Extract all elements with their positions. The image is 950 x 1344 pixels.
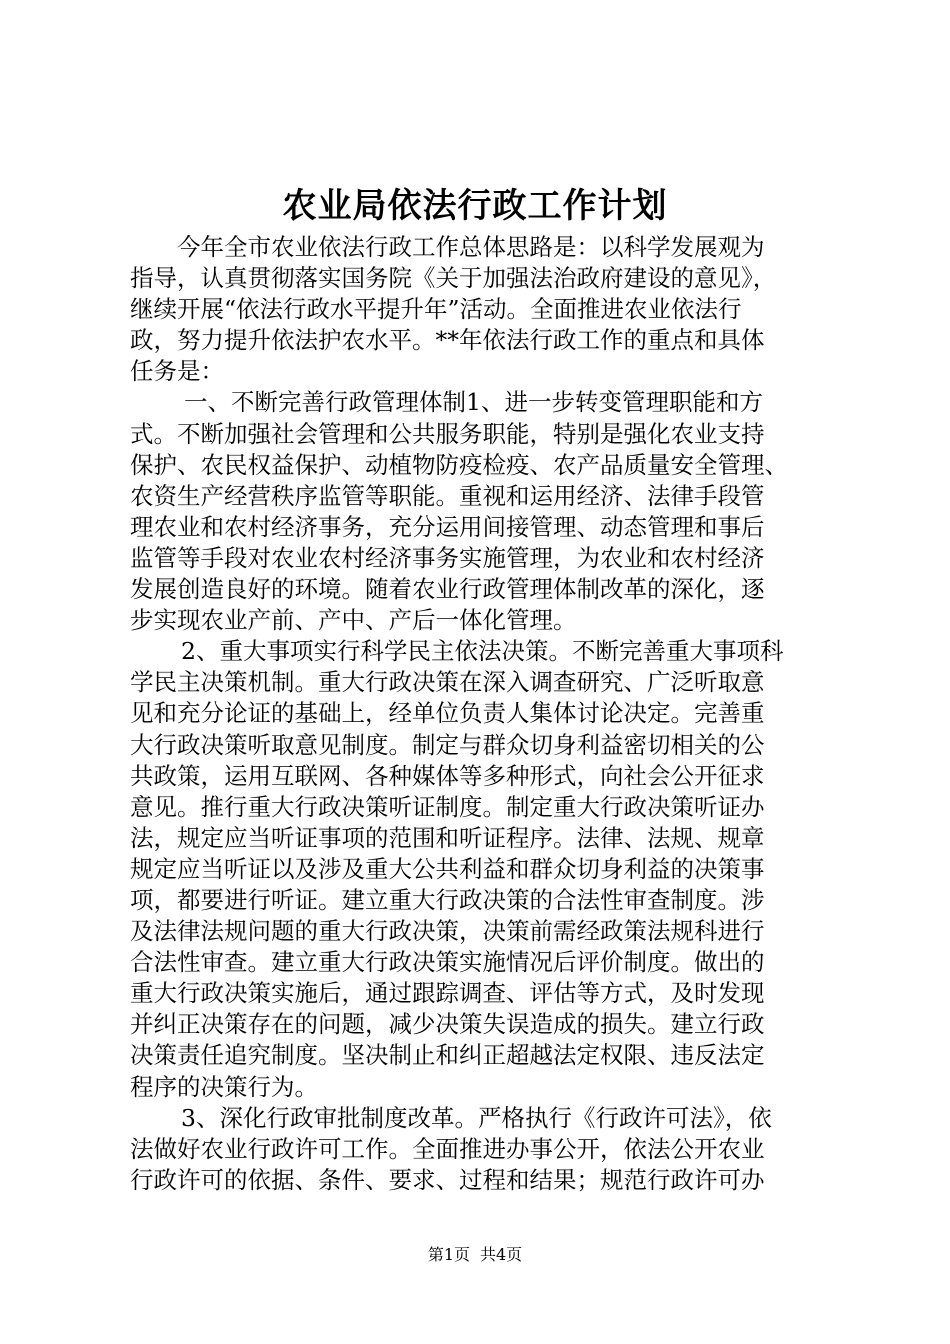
text-line: 共政策，运用互联网、各种媒体等多种形式，向社会公开征求 bbox=[130, 761, 765, 790]
text-line: 一、不断完善行政管理体制1、进一步转变管理职能和方 bbox=[184, 388, 763, 417]
text-line: 政，努力提升依法护农水平。**年依法行政工作的重点和具体 bbox=[130, 326, 765, 355]
text-line: 规定应当听证以及涉及重大公共利益和群众切身利益的决策事 bbox=[130, 854, 765, 883]
text-line: 项，都要进行听证。建立重大行政决策的合法性审查制度。涉 bbox=[130, 885, 765, 914]
text-line: 理农业和农村经济事务，充分运用间接管理、动态管理和事后 bbox=[130, 512, 765, 541]
text-line: 发展创造良好的环境。随着农业行政管理体制改革的深化，逐 bbox=[130, 575, 765, 604]
page-total: 共4页 bbox=[480, 1245, 523, 1264]
text-line: 意见。推行重大行政决策听证制度。制定重大行政决策听证办 bbox=[130, 792, 765, 821]
text-line: 决策责任追究制度。坚决制止和纠正超越法定权限、违反法定 bbox=[130, 1041, 765, 1070]
text-line: 步实现农业产前、产中、产后一体化管理。 bbox=[130, 606, 577, 635]
text-line: 今年全市农业依法行政工作总体思路是：以科学发展观为 bbox=[177, 233, 765, 261]
text-line: 法，规定应当听证事项的范围和听证程序。法律、法规、规章 bbox=[130, 823, 765, 852]
text-line: 继续开展“依法行政水平提升年”活动。全面推进农业依法行 bbox=[130, 295, 742, 324]
text-line: 大行政决策听取意见制度。制定与群众切身利益密切相关的公 bbox=[130, 730, 765, 759]
text-line: 指导，认真贯彻落实国务院《关于加强法治政府建设的意见》， bbox=[130, 264, 777, 293]
text-line: 程序的决策行为。 bbox=[130, 1072, 318, 1101]
text-line: 监管等手段对农业农村经济事务实施管理，为农业和农村经济 bbox=[130, 543, 765, 572]
text-line: 任务是： bbox=[130, 357, 224, 386]
text-line: 2、重大事项实行科学民主依法决策。不断完善重大事项科 bbox=[181, 637, 784, 666]
text-line: 行政许可的依据、条件、要求、过程和结果；规范行政许可办 bbox=[130, 1165, 765, 1194]
text-line: 合法性审查。建立重大行政决策实施情况后评价制度。做出的 bbox=[130, 948, 765, 977]
text-line: 重大行政决策实施后，通过跟踪调查、评估等方式，及时发现 bbox=[130, 979, 765, 1008]
text-line: 并纠正决策存在的问题，减少决策失误造成的损失。建立行政 bbox=[130, 1010, 765, 1039]
text-line: 及法律法规问题的重大行政决策，决策前需经政策法规科进行 bbox=[130, 917, 765, 946]
document-body bbox=[130, 232, 830, 1196]
text-line: 3、深化行政审批制度改革。严格执行《行政许可法》，依 bbox=[181, 1103, 772, 1132]
text-line: 农资生产经营秩序监管等职能。重视和运用经济、法律手段管 bbox=[130, 481, 765, 510]
document-title: 农业局依法行政工作计划 bbox=[282, 186, 668, 226]
page-footer bbox=[0, 1243, 950, 1267]
text-line: 见和充分论证的基础上，经单位负责人集体讨论决定。完善重 bbox=[130, 699, 765, 728]
text-line: 保护、农民权益保护、动植物防疫检疫、农产品质量安全管理、 bbox=[130, 450, 788, 479]
text-line: 法做好农业行政许可工作。全面推进办事公开，依法公开农业 bbox=[130, 1134, 765, 1163]
text-line: 学民主决策机制。重大行政决策在深入调查研究、广泛听取意 bbox=[130, 668, 765, 697]
page-number: 第1页 bbox=[427, 1245, 470, 1264]
text-line: 式。不断加强社会管理和公共服务职能，特别是强化农业支持 bbox=[130, 419, 765, 448]
